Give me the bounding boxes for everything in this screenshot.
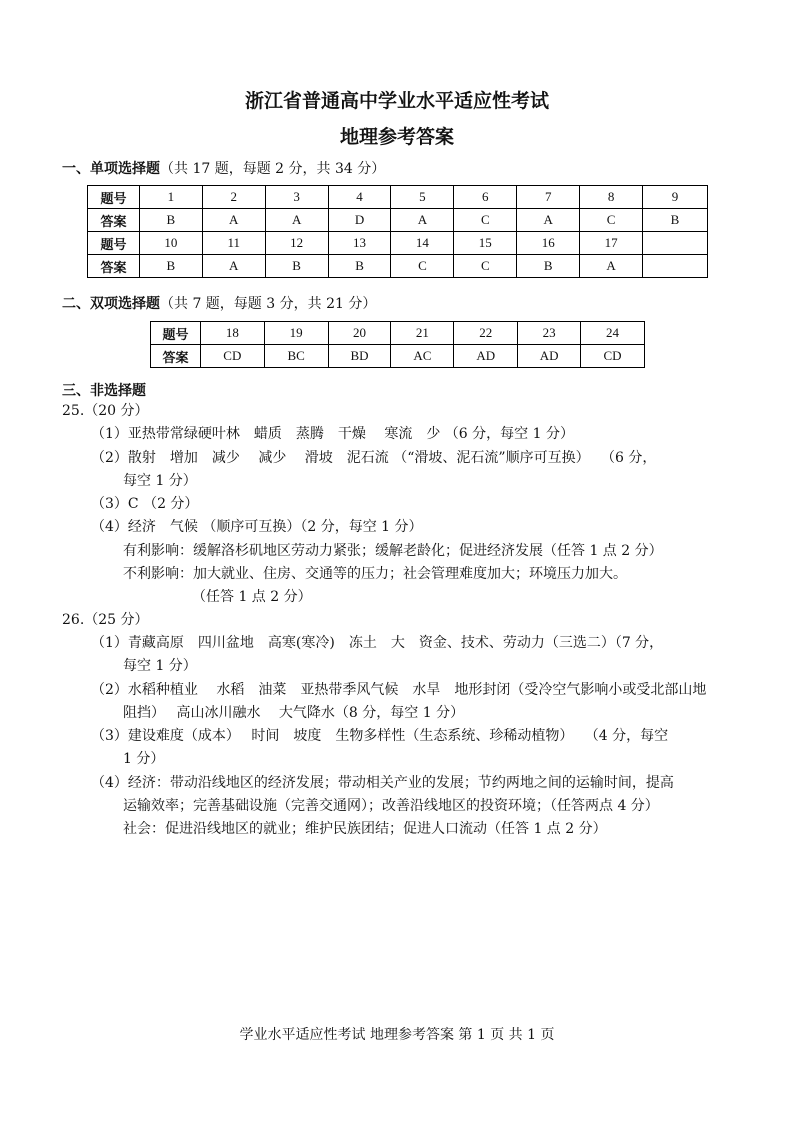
section-1-note: （共 17 题，每题 2 分，共 34 分） [160, 161, 386, 177]
answer-cell: 15 [454, 232, 517, 255]
row-label-cell: 答案 [88, 209, 140, 232]
answer-cell: 22 [454, 322, 518, 345]
answer-cell: 13 [328, 232, 391, 255]
answer-title: 地理参考答案 [339, 126, 454, 148]
answer-cell: 18 [200, 322, 264, 345]
single-choice-table [87, 185, 708, 278]
answer-cell: 9 [643, 186, 708, 209]
section-3-heading [62, 380, 146, 400]
answer-cell [643, 255, 708, 278]
answer-cell: 11 [202, 232, 265, 255]
answer-cell: A [391, 209, 454, 232]
section-1-heading [62, 158, 385, 178]
section-3-label: 三、非选择题 [62, 383, 146, 399]
answer-cell [643, 232, 708, 255]
answer-cell: 4 [328, 186, 391, 209]
answer-cell: C [454, 209, 517, 232]
answer-cell: 2 [202, 186, 265, 209]
answer-cell: 21 [391, 322, 454, 345]
answer-cell: 6 [454, 186, 517, 209]
page-footer: 学业水平适应性考试 地理参考答案 第 1 页 共 1 页 [239, 1027, 555, 1043]
answer-cell: 23 [518, 322, 581, 345]
exam-title: 浙江省普通高中学业水平适应性考试 [244, 90, 549, 112]
answer-cell: 24 [581, 322, 645, 345]
q26-part1-cont: 每空 1 分） [123, 658, 197, 674]
answer-cell: A [202, 209, 265, 232]
q26-part4-social: 社会：促进沿线地区的就业；维护民族团结；促进人口流动（任答 1 点 2 分） [123, 821, 607, 837]
table-row [88, 232, 708, 255]
answer-cell: B [643, 209, 708, 232]
answer-cell: B [139, 209, 202, 232]
q25-part4-negative-score: （任答 1 点 2 分） [192, 589, 312, 605]
answer-cell: A [265, 209, 328, 232]
q26-part4: （4）经济：带动沿线地区的经济发展；带动相关产业的发展；节约两地之间的运输时间，提高 [91, 775, 674, 791]
answer-cell: 8 [580, 186, 643, 209]
answer-cell: BC [264, 345, 328, 368]
answer-cell: 10 [139, 232, 202, 255]
answer-cell: CD [200, 345, 264, 368]
answer-cell: 1 [139, 186, 202, 209]
answer-cell: B [517, 255, 580, 278]
section-2-note: （共 7 题，每题 3 分，共 21 分） [160, 296, 377, 312]
table-row [88, 209, 708, 232]
answer-cell: 3 [265, 186, 328, 209]
answer-cell: AC [391, 345, 454, 368]
answer-cell: CD [581, 345, 645, 368]
row-label-cell: 答案 [151, 345, 201, 368]
answer-cell: A [580, 255, 643, 278]
q26-part3: （3）建设难度（成本） 时间 坡度 生物多样性（生态系统、珍稀动植物） （4 分，每空 [91, 728, 669, 744]
row-label-cell: 题号 [88, 232, 140, 255]
q26-part2: （2）水稻种植业 水稻 油菜 亚热带季风气候 水旱 地形封闭（受冷空气影响小或受北部山地 [91, 682, 707, 698]
answer-cell: B [265, 255, 328, 278]
answer-cell: 14 [391, 232, 454, 255]
q25-part4-positive: 有利影响：缓解洛杉矶地区劳动力紧张；缓解老龄化；促进经济发展（任答 1 点 2 分） [123, 543, 663, 559]
answer-cell: A [517, 209, 580, 232]
answer-cell: B [139, 255, 202, 278]
answer-cell: 19 [264, 322, 328, 345]
table-row [151, 345, 645, 368]
answer-cell: A [202, 255, 265, 278]
section-2-label: 二、双项选择题 [62, 296, 160, 312]
q25-part4-negative: 不利影响：加大就业、住房、交通等的压力；社会管理难度加大；环境压力加大。 [123, 566, 627, 582]
row-label-cell: 题号 [88, 186, 140, 209]
table-row [88, 255, 708, 278]
answer-cell: C [391, 255, 454, 278]
answer-cell: 7 [517, 186, 580, 209]
answer-cell: 5 [391, 186, 454, 209]
answer-cell: 12 [265, 232, 328, 255]
q26-part2-cont: 阻挡） 高山冰川融水 大气降水（8 分，每空 1 分） [123, 705, 465, 721]
answer-cell: AD [518, 345, 581, 368]
answer-cell: B [328, 255, 391, 278]
q26-part1: （1）青藏高原 四川盆地 高寒(寒冷) 冻土 大 资金、技术、劳动力（三选二）（7 分， [91, 635, 664, 651]
q25-part2: （2）散射 增加 减少 减少 滑坡 泥石流 （“滑坡、泥石流”顺序可互换） （6 分， [91, 450, 657, 466]
answer-cell: C [580, 209, 643, 232]
q26-part4-cont: 运输效率；完善基础设施（完善交通网）；改善沿线地区的投资环境；（任答两点 4 分） [123, 798, 659, 814]
answer-cell: C [454, 255, 517, 278]
answer-cell: D [328, 209, 391, 232]
answer-cell: 20 [328, 322, 391, 345]
double-choice-table [150, 321, 645, 368]
answer-cell: BD [328, 345, 391, 368]
section-1-label: 一、单项选择题 [62, 161, 160, 177]
answer-cell: AD [454, 345, 518, 368]
row-label-cell: 题号 [151, 322, 201, 345]
row-label-cell: 答案 [88, 255, 140, 278]
section-2-heading [62, 293, 376, 313]
q26-header: 26.（25 分） [62, 612, 149, 628]
q26-part3-cont: 1 分） [123, 751, 165, 767]
answer-cell: 16 [517, 232, 580, 255]
table-row [151, 322, 645, 345]
table-row [88, 186, 708, 209]
answer-cell: 17 [580, 232, 643, 255]
q25-header: 25.（20 分） [62, 403, 149, 419]
q25-part3: （3）C （2 分） [91, 496, 199, 512]
q25-part1: （1）亚热带常绿硬叶林 蜡质 蒸腾 干燥 寒流 少 （6 分，每空 1 分） [91, 426, 574, 442]
q25-part2-cont: 每空 1 分） [123, 473, 197, 489]
q25-part4: （4）经济 气候 （顺序可互换）（2 分，每空 1 分） [91, 519, 423, 535]
